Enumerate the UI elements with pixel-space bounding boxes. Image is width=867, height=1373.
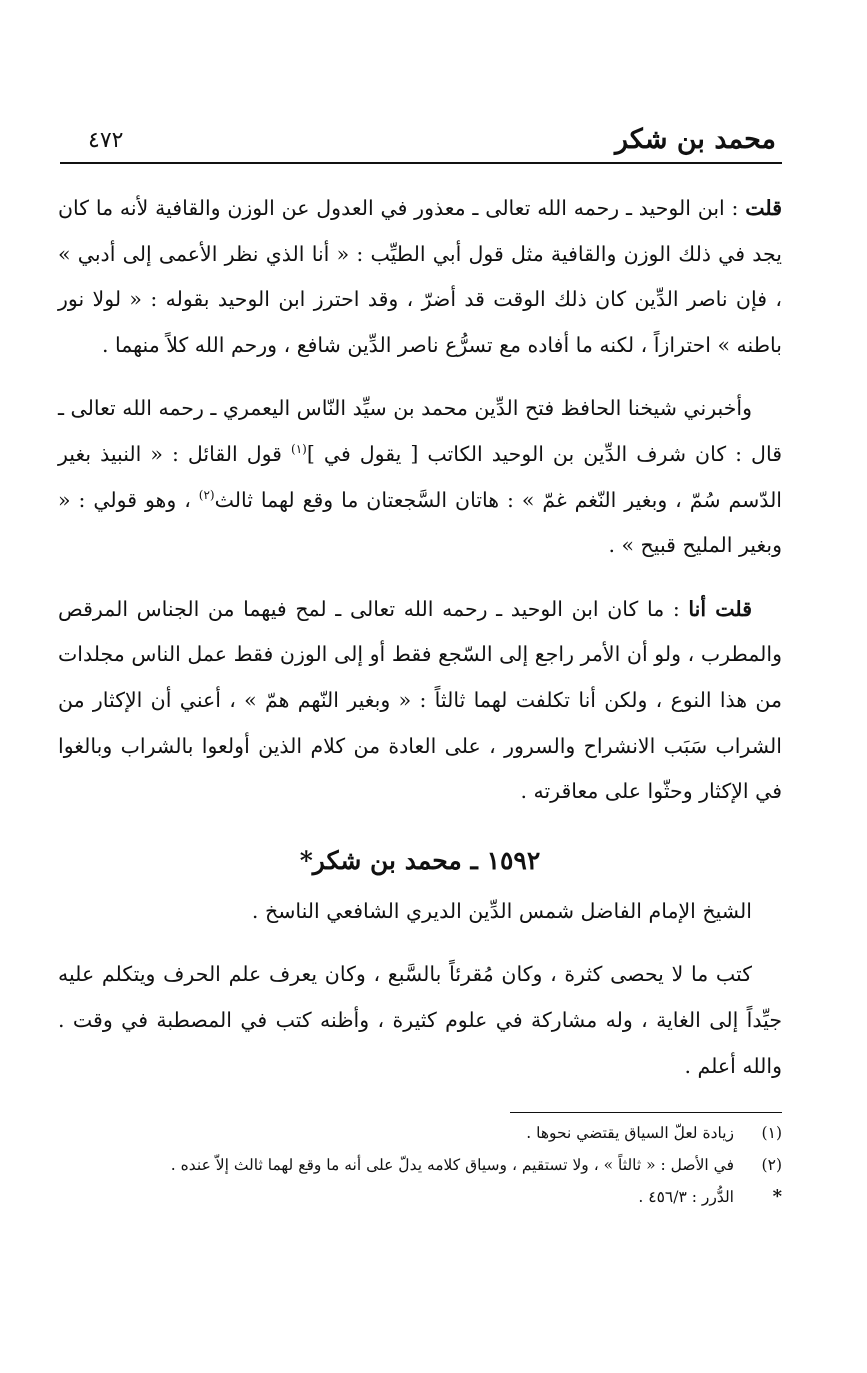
paragraph-text: الشيخ الإمام الفاضل شمس الدِّين الديري الشافعي الناسخ . bbox=[251, 898, 752, 923]
footnote-ref-2: (٢) bbox=[198, 487, 215, 502]
paragraph-text: كتب ما لا يحصى كثرة ، وكان مُقرئاً بالسَّبع ، وكان يعرف علم الحرف ويتكلم عليه جيِّداً إلى الغاية ، وله مشاركة في علوم كثيرة ، وأظنه كتب في المصطبة في وقت . والله أعلم . bbox=[58, 962, 782, 1078]
main-text bbox=[58, 186, 782, 1089]
running-head: محمد بن شكر bbox=[615, 124, 776, 155]
footnote-text: الدُّرر : ٤٥٦/٣ . bbox=[638, 1188, 734, 1206]
paragraph-3 bbox=[58, 587, 782, 815]
paragraph-text: : ما كان ابن الوحيد ـ رحمه الله تعالى ـ لمح فيهما من الجناس المرقص والمطرب ، ولو أن الأمر راجع إلى السّجع فقط أو إلى الوزن فقط عمل الناس مجلدات من هذا النوع ، ولكن أنا تكلفت لهما ثالثاً : « وبغير النّهم همّ » ، أعني أن الإكثار من الشراب سَبَب الانشراح والسرور ، على العادة من كلام الذين أولعوا بالشراب وبالغوا في الإكثار وحثّوا على معاقرته . bbox=[58, 596, 782, 804]
footnote-text: في الأصل : « ثالثاً » ، ولا تستقيم ، وسياق كلامه يدلّ على أنه ما وقع لهما ثالث إلاّ عنده . bbox=[170, 1156, 734, 1174]
footnote-1 bbox=[58, 1117, 782, 1149]
paragraph-text: قول القائل : « النبيذ بغير الدّسم سُمّ ، وبغير النّغم غمّ » : هاتان السَّجعتان ما وقع لهما ثالث bbox=[58, 441, 783, 512]
paragraph-text: : ابن الوحيد ـ رحمه الله تعالى ـ معذور في العدول عن الوزن والقافية لأنه ما كان يجد في ذلك الوزن والقافية مثل قول أبي الطيِّب : « أنا الذي نظر الأعمى إلى أدبي » ، فإن ناصر الدِّين كان ذلك الوقت قد أضرّ ، وقد احترز ابن الوحيد بقوله : « لولا نور باطنه » احترازاً ، لكنه ما أفاده مع تسرُّع ناصر الدِّين شافع ، ورحم الله كلاً منهما . bbox=[58, 196, 782, 357]
paragraph-2 bbox=[58, 386, 782, 568]
paragraph-1 bbox=[58, 186, 782, 368]
page-header bbox=[60, 118, 782, 164]
paragraph-5 bbox=[58, 952, 782, 1089]
footnote-mark: (٢) bbox=[761, 1156, 782, 1174]
footnote-mark: (١) bbox=[761, 1124, 782, 1142]
entry-title: ١٥٩٢ ـ محمد بن شكر* bbox=[299, 845, 541, 875]
footnote-mark: * bbox=[772, 1186, 782, 1207]
paragraph-4 bbox=[58, 889, 782, 935]
footnotes bbox=[58, 1112, 782, 1213]
footnote-source bbox=[58, 1181, 782, 1213]
paragraph-text: وأخبرني شيخنا الحافظ فتح الدِّين محمد بن سيِّد النّاس اليعمري ـ رحمه الله تعالى ـ قال : كان شرف الدِّين بن الوحيد الكاتب [ يقول في ] bbox=[58, 396, 782, 466]
paragraph-text: ، وهو قولي : « وبغير المليح قبيح » . bbox=[58, 487, 782, 558]
footnote-divider bbox=[510, 1112, 782, 1113]
page-number: ٤٧٢ bbox=[88, 128, 124, 153]
paragraph-lead: قلت أنا bbox=[688, 596, 752, 621]
footnote-text: زيادة لعلّ السياق يقتضي نحوها . bbox=[526, 1124, 734, 1142]
footnote-ref-1: (١) bbox=[291, 442, 307, 457]
footnote-2 bbox=[58, 1149, 782, 1181]
paragraph-lead: قلت bbox=[745, 196, 782, 220]
